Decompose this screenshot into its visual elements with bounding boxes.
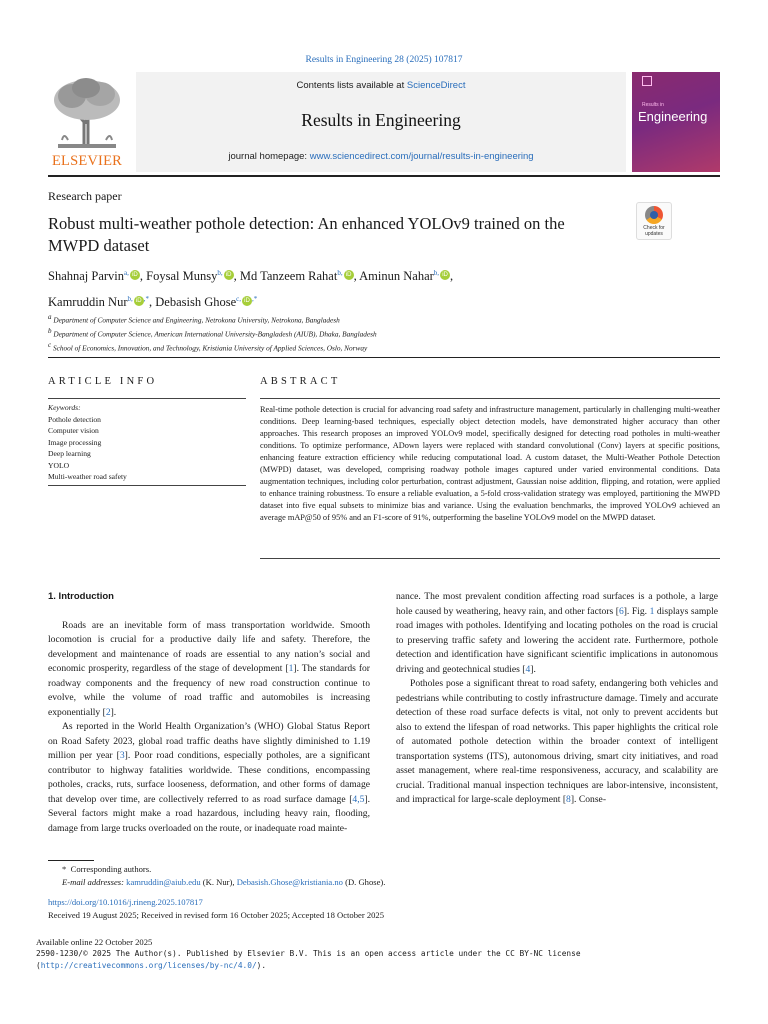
email-link[interactable]: Debasish.Ghose@kristiania.no: [236, 877, 343, 887]
affiliation-mark[interactable]: c,: [236, 295, 241, 304]
keyword-item: Deep learning: [48, 449, 91, 458]
doi-block: [48, 896, 720, 922]
email-link[interactable]: kamruddin@aiub.edu: [126, 877, 201, 887]
received-dates: Received 19 August 2025; Received in revised form 16 October 2025; Accepted 18 October 2025: [48, 910, 385, 920]
section-divider: [48, 357, 720, 358]
homepage-prefix: journal homepage:: [228, 151, 310, 162]
article-title: Robust multi-weather pothole detection: An enhanced YOLOv9 trained on the MWPD dataset: [48, 214, 565, 255]
orcid-icon[interactable]: iD: [130, 270, 140, 280]
abstract-text: Real-time pothole detection is crucial for advancing road safety and infrastructure management, particularly in challenging multi-weather conditions. Deep learning-based techniques, especially object detection models, have demonstrated higher accuracy than other approaches. This research proposes an improved YOLOv9 model, specifically designed for detecting road potholes in multi-weather conditions. To optimize performance, ADown layers were replaced with standard convolutional (Conv) layers at specific positions, enhancing feature extraction efficiency while reducing computational load. A custom dataset, the Multi-Weather Pothole Detection (MWPD) dataset, was developed, comprising roadway pothole images captured under varied environmental conditions. Data augmentation techniques, including color perturbation, contrast adjustment, Gaussian noise addition, flipping, and rotation, were applied to enhance training robustness. To ensure a reliable evaluation, a 5-fold cross-validation strategy was employed, partitioning the MWPD dataset into five equal subsets to minimize bias and variance. Using the evaluation benchmarks, the improved YOLOv9 achieved an average mAP@50 of 95% and an F1-score of 91%, outperforming the baseline YOLOv9 model on the MWPD dataset.: [260, 405, 720, 522]
paragraph: Potholes pose a significant threat to road safety, endangering both vehicles and pedestrians while contributing to costly infrastructure damage. Timely and accurate detection of these road surface defects is vital, not only to prevent accidents but also to extend the lifespan of road networks. This paper highlights the critical role of automated pothole detection within the broader context of intelligent transportation systems (ITS), autonomous driving, smart city initiatives, and road asset management, where real-time responsiveness, accuracy, and scalability are crucial. Traditional manual inspection techniques are labor-intensive, inconsistent, and impractical for large-scale deployment [8]. Conse-: [396, 678, 718, 805]
cover-title: Engineering: [638, 109, 708, 124]
article-info-heading: ARTICLE INFO: [48, 376, 158, 387]
author-name[interactable]: Debasish Ghose: [155, 295, 237, 310]
abstract-bottom-divider: [260, 558, 720, 559]
keyword-item: Image processing: [48, 437, 102, 447]
abstract-heading: ABSTRACT: [260, 376, 341, 387]
abstract-divider: [260, 398, 720, 399]
affiliation-item: $^c$ School of Economics, Innovation, and Technology, Kristiania University of Applied Sciences, Oslo, Norway: [48, 340, 368, 353]
contents-prefix: Contents lists available at: [296, 80, 407, 91]
citation-link[interactable]: 4,5: [352, 793, 365, 805]
orcid-icon[interactable]: iD: [134, 296, 144, 306]
corresponding-mark[interactable]: ,*: [143, 295, 149, 304]
affiliation-item: $^b$ Department of Computer Science, American International University-Bangladesh (AIUB), Dhaka, Bangladesh: [48, 326, 377, 339]
available-online: Available online 22 October 2025: [36, 937, 153, 947]
affiliation-mark[interactable]: a,: [124, 269, 129, 277]
author-name[interactable]: Foysal Munsy: [146, 269, 218, 284]
body-column-left: [48, 590, 370, 836]
journal-cover-thumbnail[interactable]: [632, 72, 720, 172]
orcid-icon[interactable]: iD: [224, 270, 234, 280]
affiliations: [48, 312, 720, 354]
author-name[interactable]: Md Tanzeem Rahat: [239, 269, 338, 284]
citation-link[interactable]: 8: [566, 794, 571, 805]
author-list: Shahnaj Parvin$^{a,}$ iD , Foysal Munsy$^{b,}$ iD , Md Tanzeem Rahat$^{b,}$ iD , Aminun Nahar$^{b,}$ iD , Kamruddin Nur$^{b,}$ iD ,*, Debasish Ghose$^{c,}$ iD ,*: [48, 269, 454, 310]
email-footnote: E-mail addresses: kamruddin@aiub.edu (K. Nur), Debasish.Ghose@kristiania.no (D. Ghose).: [62, 877, 386, 887]
journal-reference[interactable]: Results in Engineering 28 (2025) 107817: [305, 55, 463, 65]
citation-link[interactable]: 1: [288, 663, 294, 674]
crossmark-icon: [645, 206, 663, 224]
doi-link[interactable]: https://doi.org/10.1016/j.rineng.2025.107817: [48, 897, 203, 907]
paragraph: As reported in the World Health Organization’s (WHO) Global Status Report on Road Safety 2023, global road traffic deaths have slightly diminished to 1.19 million per year [3]. Poor road conditions, especially potholes, are a significant contributor to highway fatalities worldwide. These conditions, encompassing potholes, cracks, ruts, surface looseness, deformation, and other forms of damage that develop over time, are collectively referred to as road surface damage [4,5]. Several factors might make a road hazardous, including heavy rain, flooding, damage from large trucks overloaded on the route, or inadequate road mainte-: [48, 721, 370, 834]
affiliation-mark[interactable]: b,: [433, 269, 440, 277]
sciencedirect-link[interactable]: ScienceDirect: [406, 80, 466, 91]
affiliation-item: $^a$ Department of Computer Science and Engineering, Netrokona University, Netrokona, Bangladesh: [48, 313, 340, 325]
contents-line: [136, 80, 626, 91]
footnote-divider: [48, 860, 94, 861]
homepage-line: [136, 151, 626, 162]
keyword-item: Multi-weather road safety: [48, 472, 127, 481]
keywords-block: [48, 402, 246, 483]
masthead: [48, 72, 720, 172]
header-divider: [48, 175, 720, 177]
keywords-title: Keywords:: [48, 403, 81, 412]
section-heading-introduction: 1. Introduction: [48, 591, 114, 602]
affiliation-mark[interactable]: b,: [127, 295, 133, 304]
author-name[interactable]: Aminun Nahar: [359, 269, 434, 284]
author-name[interactable]: Shahnaj Parvin: [48, 269, 125, 284]
orcid-icon[interactable]: iD: [242, 296, 252, 306]
body-column-right: [396, 590, 718, 808]
orcid-icon[interactable]: iD: [440, 270, 450, 280]
journal-title[interactable]: Results in Engineering: [301, 110, 461, 130]
keyword-item: Computer vision: [48, 426, 99, 435]
author-name[interactable]: Kamruddin Nur: [48, 295, 128, 310]
cover-subtitle: Results in: [642, 102, 664, 108]
license-link[interactable]: http://creativecommons.org/licenses/by-nc/4.0/: [40, 961, 257, 970]
elsevier-logo[interactable]: [48, 74, 126, 170]
info-divider: [48, 398, 246, 399]
article-type: Research paper: [48, 189, 122, 203]
license-statement: 2590-1230/© 2025 The Author(s). Published by Elsevier B.V. This is an open access article under the CC BY-NC license (http://creativecommons.org/licenses/by-nc/4.0/).: [36, 949, 581, 970]
affiliation-mark[interactable]: b,: [217, 269, 223, 277]
cover-logo-icon: [642, 76, 652, 86]
citation-link[interactable]: 2: [105, 706, 111, 718]
corresponding-footnote: * Corresponding authors.: [62, 864, 152, 874]
keywords-divider: [48, 485, 246, 486]
elsevier-wordmark: ELSEVIER: [51, 153, 123, 169]
keyword-item: Pothole detection: [48, 414, 101, 424]
journal-homepage-link[interactable]: www.sciencedirect.com/journal/results-in-engineering: [309, 151, 534, 162]
figure-link[interactable]: 1: [649, 605, 655, 617]
footnotes: [48, 863, 720, 889]
journal-banner: [136, 72, 626, 172]
affiliation-mark[interactable]: b,: [337, 269, 343, 277]
corresponding-mark[interactable]: ,*: [252, 295, 258, 304]
citation-link[interactable]: 6: [618, 605, 624, 617]
check-for-updates-label: Check for updates: [643, 225, 665, 237]
paragraph: Roads are an inevitable form of mass transportation worldwide. Smooth locomotion is crucial for a productive daily life and safety. Therefore, the development and maintenance of roads are essential to any nation’s social and economic prosperity, regardless of the stage of development [1]. The standards for roadway components and the frequency of new road construction continue to evolve, while the volume of road traffic and automobiles is increasing exponentially [2].: [48, 619, 371, 718]
publication-info: [36, 936, 720, 972]
keyword-item: YOLO: [48, 460, 70, 470]
citation-link[interactable]: 3: [119, 750, 125, 761]
check-for-updates-button[interactable]: [636, 202, 672, 240]
elsevier-tree-icon: [48, 74, 126, 152]
citation-link[interactable]: 4: [525, 663, 531, 675]
orcid-icon[interactable]: iD: [344, 270, 354, 280]
paragraph: nance. The most prevalent condition affecting road surfaces is a pothole, a large hole caused by weathering, heavy rain, and other factors [6]. Fig. 1 displays sample road images with potholes. Identifying and locating potholes on the road is crucial to preserving traffic safety and lowering the accident rate. Furthermore, pothole detection and identification have significant scientific implications in autonomous driving and geotechnical studies [4].: [396, 591, 719, 675]
